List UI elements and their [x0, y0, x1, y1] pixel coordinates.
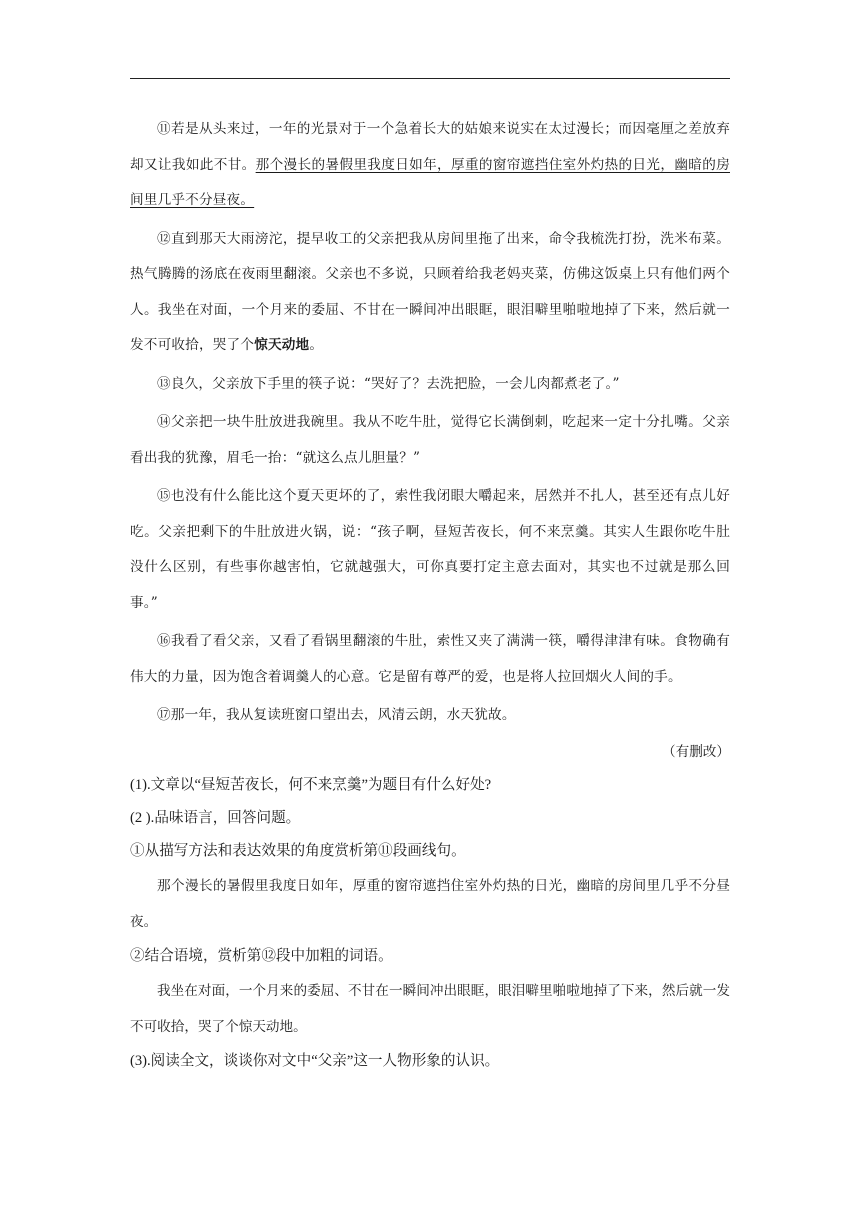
bold-phrase: 惊天动地 [254, 337, 310, 353]
question-2: (2 ).品味语言，回答问题。 [130, 809, 301, 826]
question-2-1-quote: 那个漫长的暑假里我度日如年，厚重的窗帘遮挡住室外灼热的日光，幽暗的房间里几乎不分昼夜。 [130, 877, 730, 930]
document-body [130, 112, 730, 1078]
question-1: (1).文章以“昼短苦夜长，何不来烹羹”为题目有什么好处? [130, 776, 492, 793]
paragraph-15: ⑮也没有什么能比这个夏天更坏的了，索性我闭眼大嚼起来，居然并不扎人，甚至还有点儿好吃。父亲把剩下的牛肚放进火锅，说：“孩子啊，昼短苦夜长，何不来烹羹。其实人生跟你吃牛肚没什么区别，有些事你越害怕，它就越强大，可你真要打定主意去面对，其实也不过就是那么回事。” [130, 488, 730, 611]
abridged-note: （有删改） [662, 743, 730, 760]
question-2-1: ①从描写方法和表达效果的角度赏析第⑪段画线句。 [130, 842, 466, 859]
paragraph-13: ⑬良久，父亲放下手里的筷子说：“哭好了？去洗把脸，一会儿肉都煮老了。” [157, 375, 620, 392]
paragraph-16: ⑯我看了看父亲，又看了看锅里翻滚的牛肚，索性又夹了满满一筷，嚼得津津有味。食物确有伟大的力量，因为饱含着调羹人的心意。它是留有尊严的爱，也是将人拉回烟火人间的手。 [130, 633, 730, 685]
underlined-sentence: 那个漫长的暑假里我度日如年，厚重的窗帘遮挡住室外灼热的日光，幽暗的房间里几乎不分昼夜。 [130, 156, 730, 208]
paragraph-12 [130, 222, 730, 364]
question-3: (3).阅读全文，谈谈你对文中“父亲”这一人物形象的认识。 [130, 1052, 500, 1069]
paragraph-12-end: 。 [309, 337, 324, 353]
paragraph-14: ⑭父亲把一块牛肚放进我碗里。我从不吃牛肚，觉得它长满倒刺，吃起来一定十分扎嘴。父亲看出我的犹豫，眉毛一抬：“就这么点儿胆量？” [130, 414, 730, 466]
question-2-2: ②结合语境，赏析第⑫段中加粗的词语。 [130, 947, 393, 964]
header-rule [130, 78, 730, 79]
paragraph-17: ⑰那一年，我从复读班窗口望出去，风清云朗，水天犹故。 [157, 707, 516, 723]
paragraph-11-text: ⑪若是从头来过，一年的光景对于一个急着长大的姑娘来说实在太过漫长；而因毫厘之差放弃却又让我如此不甘。 [130, 121, 730, 173]
question-2-2-quote: 我坐在对面，一个月来的委屈、不甘在一瞬间冲出眼眶，眼泪噼里啪啦地掉了下来，然后就一发不可收拾，哭了个惊天动地。 [130, 982, 730, 1035]
paragraph-12-text: ⑫直到那天大雨滂沱，提早收工的父亲把我从房间里拖了出来，命令我梳洗打扮，洗米布菜。热气腾腾的汤底在夜雨里翻滚。父亲也不多说，只顾着给我老妈夹菜，仿佛这饭桌上只有他们两个人。我坐在对面，一个月来的委屈、不甘在一瞬间冲出眼眶，眼泪噼里啪啦地掉了下来，然后就一发不可收拾，哭了个 [130, 230, 730, 353]
paragraph-11 [130, 112, 730, 219]
